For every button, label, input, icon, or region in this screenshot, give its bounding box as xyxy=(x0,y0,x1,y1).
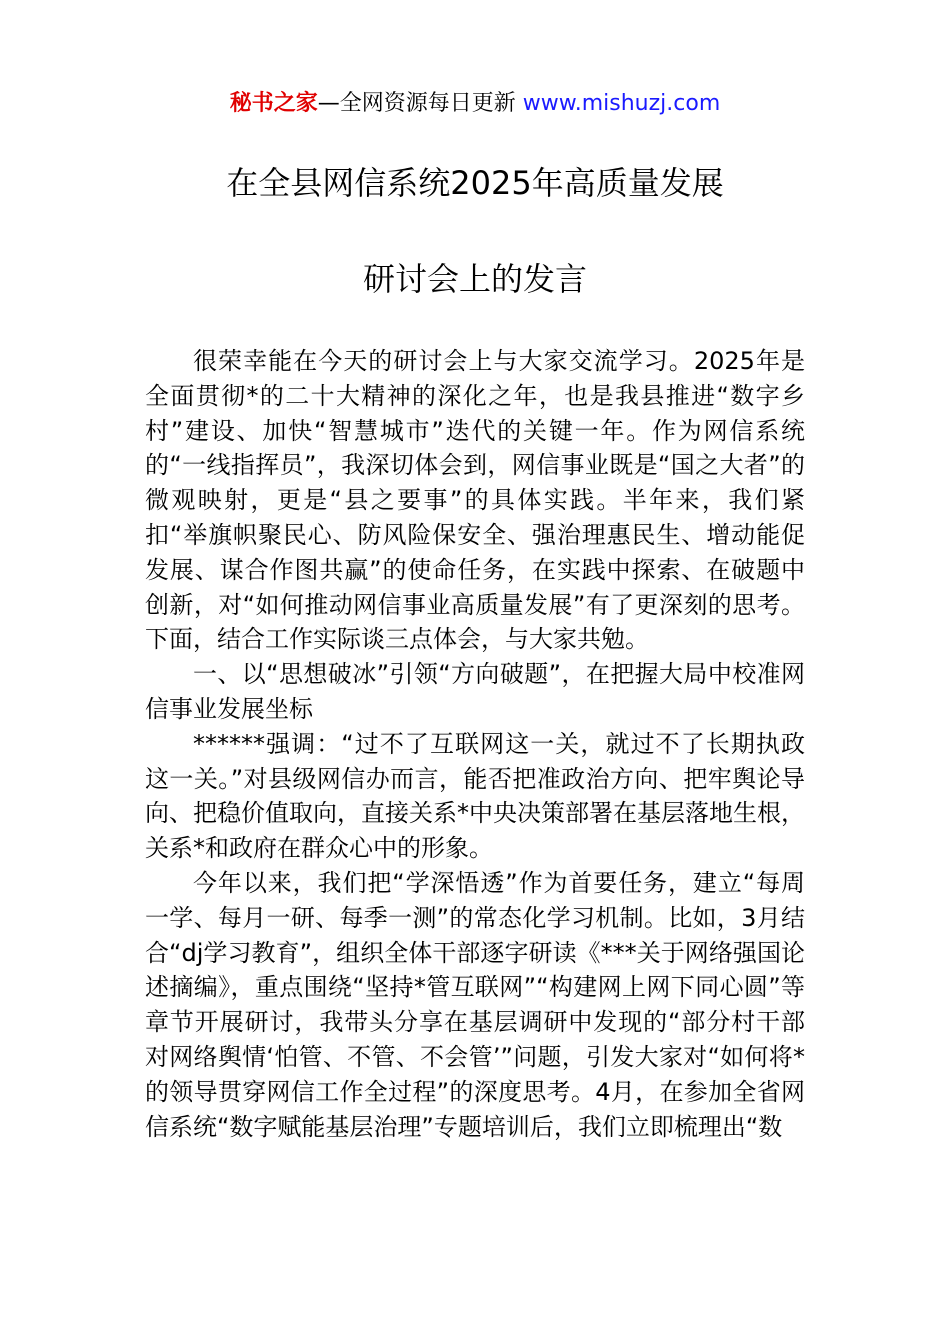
document-title-line-2: 研讨会上的发言 xyxy=(362,260,587,298)
site-header xyxy=(0,88,950,120)
paragraph-study-mechanism: 今年以来，我们把“学深悟透”作为首要任务，建立“每周一学、每月一研、每季一测”的常态化学习机制。比如，3月结合“dj学习教育”，组织全体干部逐字研读《***关于网络强国论述摘编》，重点围绕“坚持*管互联网”“构建网上网下同心圆”等章节开展研讨，我带头分享在基层调研中发现的“部分村干部对网络舆情‘怕管、不管、不会管’”问题，引发大家对“如何将*的领导贯穿网信工作全过程”的深度思考。4月，在参加全省网信系统“数字赋能基层治理”专题培训后，我们立即梳理出“数 xyxy=(145,868,805,1141)
paragraph-quote: ******强调：“过不了互联网这一关，就过不了长期执政这一关。”对县级网信办而言，能否把准政治方向、把牢舆论导向、把稳价值取向，直接关系*中央决策部署在基层落地生根，关系*和政府在群众心中的形象。 xyxy=(145,729,805,863)
document-title-line-1: 在全县网信系统2025年高质量发展 xyxy=(226,164,724,202)
section-heading-1: 一、以“思想破冰”引领“方向破题”，在把握大局中校准网信事业发展坐标 xyxy=(145,660,805,723)
document-body xyxy=(145,344,805,1144)
site-url-link[interactable]: www.mishuzj.com xyxy=(522,91,721,116)
paragraph-intro: 很荣幸能在今天的研讨会上与大家交流学习。2025年是全面贯彻*的二十大精神的深化之年，也是我县推进“数字乡村”建设、加快“智慧城市”迭代的关键一年。作为网信系统的“一线指挥员”，我深切体会到，网信事业既是“国之大者”的微观映射，更是“县之要事”的具体实践。半年来，我们紧扣“举旗帜聚民心、防风险保安全、强治理惠民生、增动能促发展、谋合作图共赢”的使命任务，在实践中探索、在破题中创新，对“如何推动网信事业高质量发展”有了更深刻的思考。下面，结合工作实际谈三点体会，与大家共勉。 xyxy=(145,347,805,654)
site-tagline: —全网资源每日更新 xyxy=(317,91,523,116)
site-brand: 秘书之家 xyxy=(229,91,318,116)
